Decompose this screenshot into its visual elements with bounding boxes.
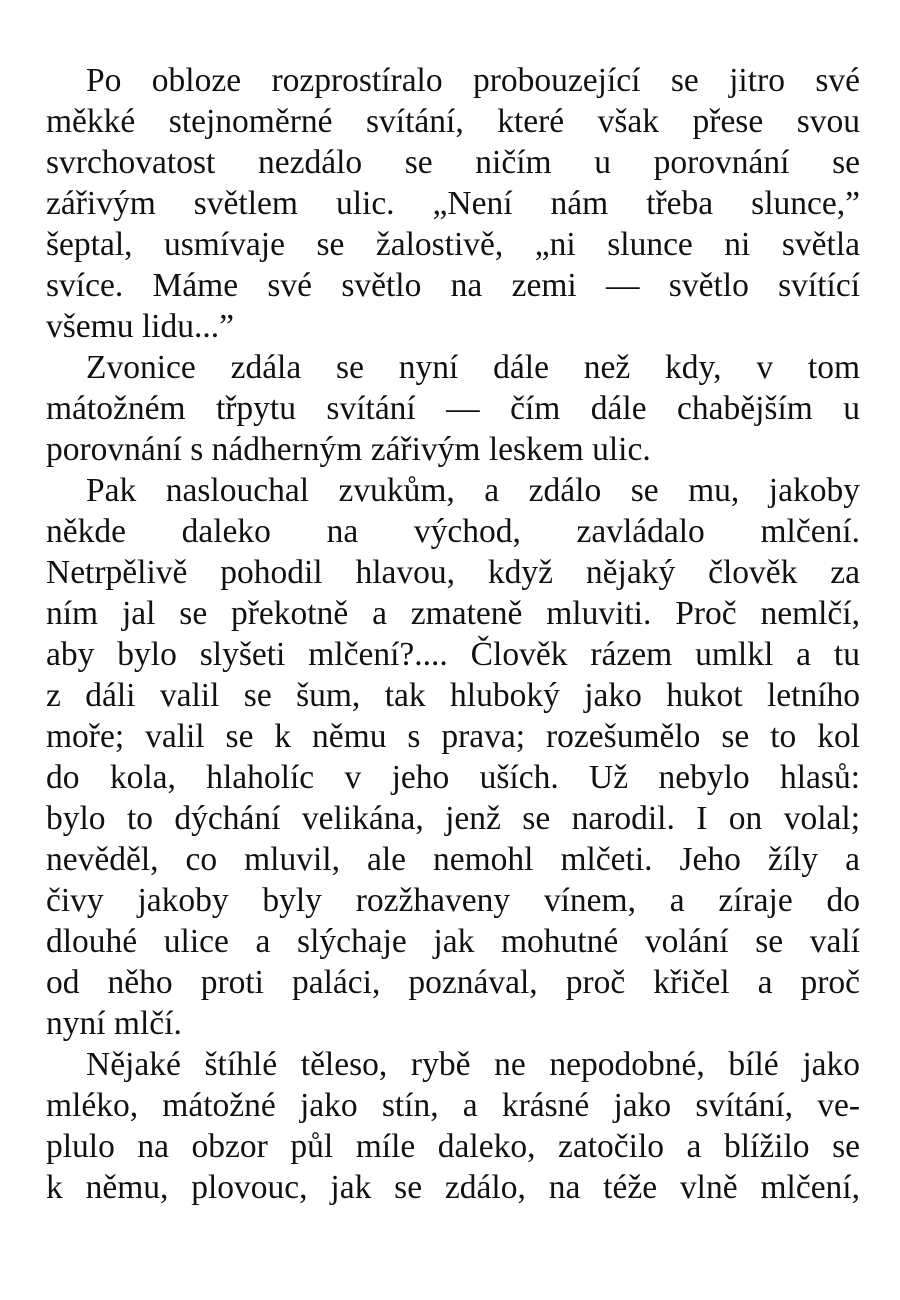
page-text bbox=[46, 60, 860, 1208]
text-line: nyní mlčí. bbox=[46, 1005, 182, 1042]
text-line: z dáli valil se šum, tak hluboký jako hukot letního bbox=[46, 677, 860, 714]
text-line: plulo na obzor půl míle daleko, zatočilo a blížilo se bbox=[46, 1128, 860, 1165]
text-line: k němu, plovouc, jak se zdálo, na téže vlně mlčení, bbox=[46, 1169, 860, 1206]
text-line: do kola, hlaholíc v jeho uších. Už nebylo hlasů: bbox=[46, 759, 860, 796]
text-line: zářivým světlem ulic. „Není nám třeba slunce,” bbox=[46, 185, 860, 222]
paragraph-3 bbox=[46, 470, 860, 1044]
text-line: šeptal, usmívaje se žalostivě, „ni slunce ni světla bbox=[46, 226, 860, 263]
text-line: Nějaké štíhlé těleso, rybě ne nepodobné, bílé jako bbox=[86, 1046, 860, 1083]
text-line: od něho proti paláci, poznával, proč křičel a proč bbox=[46, 964, 860, 1001]
text-line: aby bylo slyšeti mlčení?.... Člověk rázem umlkl a tu bbox=[46, 636, 860, 673]
text-line: svíce. Máme své světlo na zemi — světlo svítící bbox=[46, 267, 860, 304]
text-line: ním jal se překotně a zmateně mluviti. Proč nemlčí, bbox=[46, 595, 860, 632]
text-line: porovnání s nádherným zářivým leskem ulic. bbox=[46, 431, 651, 468]
text-line: měkké stejnoměrné svítání, které však přese svou bbox=[46, 103, 860, 140]
paragraph-4 bbox=[46, 1044, 860, 1208]
text-line: bylo to dýchání velikána, jenž se narodil. I on volal; bbox=[46, 800, 860, 837]
paragraph-1 bbox=[46, 60, 860, 347]
text-line: Po obloze rozprostíralo probouzející se jitro své bbox=[86, 62, 860, 99]
text-line: mléko, mátožné jako stín, a krásné jako svítání, ve- bbox=[46, 1087, 860, 1124]
text-line: moře; valil se k němu s prava; rozešumělo se to kol bbox=[46, 718, 860, 755]
text-line: čivy jakoby byly rozžhaveny vínem, a zíraje do bbox=[46, 882, 860, 919]
text-line: někde daleko na východ, zavládalo mlčení. bbox=[46, 513, 860, 550]
text-line: dlouhé ulice a slýchaje jak mohutné volání se valí bbox=[46, 923, 860, 960]
text-line: všemu lidu...” bbox=[46, 308, 234, 345]
text-line: mátožném třpytu svítání — čím dále chabějším u bbox=[46, 390, 860, 427]
text-line: Netrpělivě pohodil hlavou, když nějaký člověk za bbox=[46, 554, 860, 591]
text-line: Zvonice zdála se nyní dále než kdy, v tom bbox=[86, 349, 860, 386]
text-line: Pak naslouchal zvukům, a zdálo se mu, jakoby bbox=[86, 472, 860, 509]
text-line: nevěděl, co mluvil, ale nemohl mlčeti. Jeho žíly a bbox=[46, 841, 860, 878]
text-line: svrchovatost nezdálo se ničím u porovnání se bbox=[46, 144, 860, 181]
paragraph-2 bbox=[46, 347, 860, 470]
